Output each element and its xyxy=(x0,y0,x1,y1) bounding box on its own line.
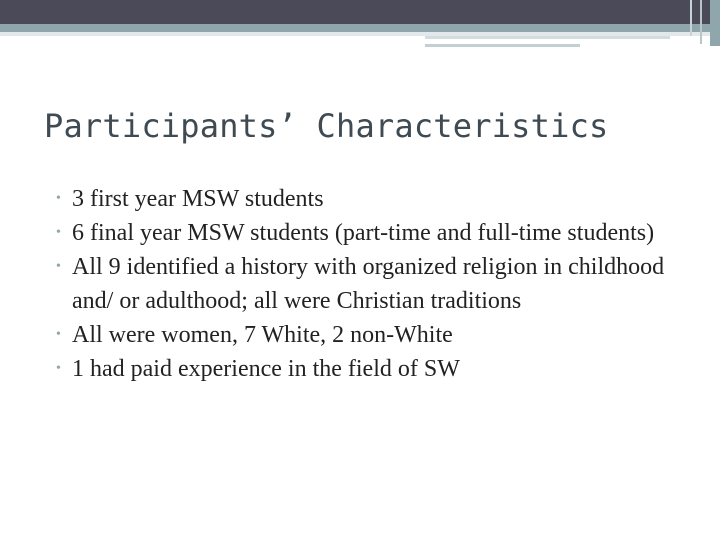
bullet-item xyxy=(56,216,676,250)
bullet-item xyxy=(56,250,676,318)
bullet-list xyxy=(56,182,676,386)
bullet-item xyxy=(56,352,676,386)
corner-accent-line xyxy=(690,0,692,36)
top-decorative-bar xyxy=(0,0,720,24)
bullet-text: All 9 identified a history with organized religion in childhood and/ or adulthood; all were Christian traditions xyxy=(72,254,665,314)
bullet-item xyxy=(56,318,676,352)
bullet-icon: • xyxy=(56,259,61,274)
bullet-text: All were women, 7 White, 2 non-White xyxy=(72,322,453,348)
bullet-icon: • xyxy=(56,191,61,206)
bullet-text: 6 final year MSW students (part-time and full-time students) xyxy=(72,220,655,246)
corner-accent-block xyxy=(710,0,720,46)
slide-title: Participants’ Characteristics xyxy=(44,107,609,145)
bullet-text: 1 had paid experience in the field of SW xyxy=(72,356,460,382)
decorative-underline xyxy=(425,36,670,39)
bullet-text: 3 first year MSW students xyxy=(72,186,324,212)
top-accent-stripe xyxy=(0,24,720,32)
bullet-item xyxy=(56,182,676,216)
decorative-underline xyxy=(425,44,580,47)
bullet-icon: • xyxy=(56,327,61,342)
bullet-icon: • xyxy=(56,225,61,240)
bullet-icon: • xyxy=(56,361,61,376)
corner-accent-line xyxy=(700,0,702,44)
